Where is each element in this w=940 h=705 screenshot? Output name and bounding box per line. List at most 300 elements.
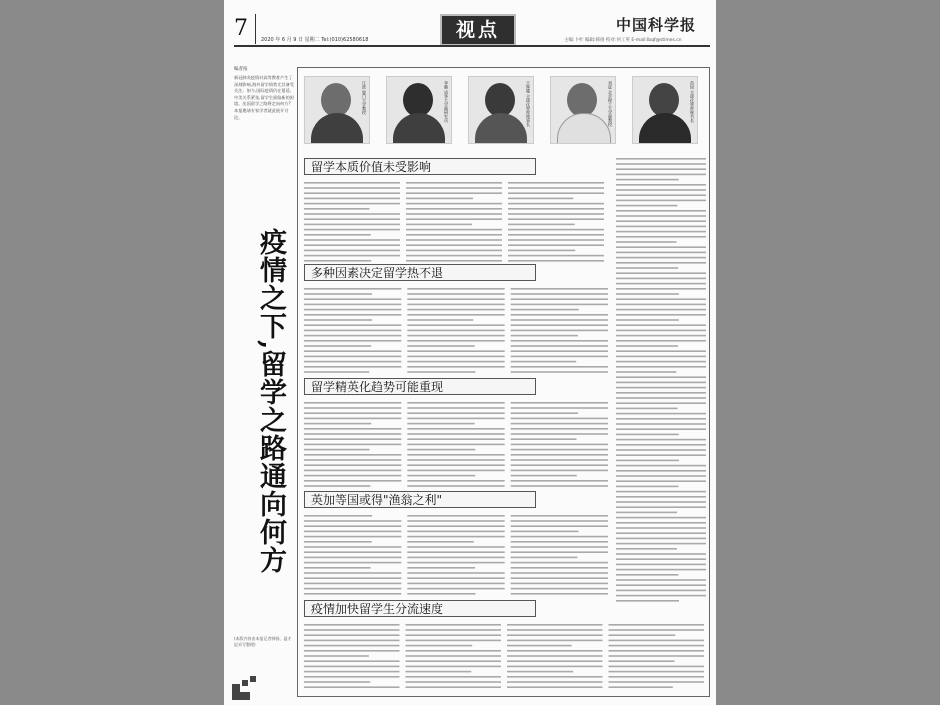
text-line: [407, 309, 504, 311]
text-line: [304, 366, 401, 368]
text-line: [511, 423, 608, 425]
text-line: [508, 234, 604, 236]
text-line: [616, 179, 679, 181]
text-line: [407, 557, 504, 559]
text-line: [511, 371, 608, 373]
text-line: [511, 366, 608, 368]
text-line: [407, 356, 504, 358]
text-line: [407, 423, 474, 425]
main-title: 疫情之下,留学之路通向何方: [255, 228, 286, 575]
text-line: [304, 293, 372, 295]
text-line: [406, 660, 502, 662]
text-line: [508, 187, 604, 189]
text-line: [609, 666, 705, 668]
text-line: [616, 543, 706, 545]
text-line: [616, 163, 706, 165]
text-line: [616, 345, 678, 347]
text-line: [616, 574, 678, 576]
text-line: [616, 558, 706, 560]
text-line: [616, 278, 706, 280]
text-line: [304, 464, 401, 466]
text-line: [609, 645, 705, 647]
text-line: [407, 583, 504, 585]
text-line: [304, 208, 369, 210]
text-line: [511, 588, 608, 590]
text-line: [304, 454, 401, 456]
section-header: 英加等国或得"渔翁之利": [304, 491, 536, 508]
text-line: [616, 579, 706, 581]
text-line: [304, 567, 371, 569]
text-line: [609, 676, 705, 678]
text-line: [616, 231, 706, 233]
text-line: [406, 182, 502, 184]
text-line: [407, 298, 504, 300]
text-line: [508, 203, 604, 205]
text-line: [616, 392, 706, 394]
text-line: [616, 496, 706, 498]
text-line: [304, 350, 401, 352]
text-line: [616, 475, 706, 477]
text-line: [304, 203, 400, 205]
text-line: [616, 335, 706, 337]
text-line: [304, 577, 401, 579]
text-line: [304, 520, 401, 522]
text-line: [507, 671, 573, 673]
text-line: [616, 501, 706, 503]
text-line: [507, 666, 603, 668]
text-line: [304, 423, 371, 425]
text-line: [507, 640, 603, 642]
text-line: [304, 224, 400, 226]
text-line: [407, 485, 504, 487]
text-line: [616, 298, 706, 300]
text-line: [511, 335, 578, 337]
editor-note: 新冠肺炎疫情对高等教育产生了深刻影响,海外留学情势尤其备受关注。如今,国际疫情仍在蔓延,中美关系紧张,留学生面临新的困境。出国留学之路将走向何方?本报邀请专家学者就此展开讨论。: [234, 75, 294, 120]
text-line: [407, 371, 475, 373]
text-line: [304, 335, 401, 337]
text-line: [511, 407, 608, 409]
masthead-logo: 中国科学报: [616, 16, 697, 34]
text-line: [407, 293, 504, 295]
text-line: [609, 655, 705, 657]
text-line: [304, 218, 400, 220]
text-line: [407, 459, 504, 461]
text-line: [616, 382, 706, 384]
text-line: [407, 350, 504, 352]
text-line: [304, 319, 372, 321]
text-line: [407, 531, 504, 533]
text-line: [616, 330, 706, 332]
text-line: [511, 464, 608, 466]
text-line: [304, 418, 401, 420]
text-line: [616, 538, 706, 540]
text-line: [511, 412, 578, 414]
text-line: [304, 229, 400, 231]
text-line: [304, 438, 401, 440]
text-line: [304, 244, 400, 246]
text-line: [616, 527, 706, 529]
text-line: [304, 288, 401, 290]
text-line: [304, 676, 400, 678]
text-line: [304, 572, 401, 574]
text-line: [609, 629, 705, 631]
text-line: [406, 655, 502, 657]
text-line: [511, 304, 608, 306]
text-line: [616, 309, 706, 311]
text-line: [406, 676, 502, 678]
text-line: [304, 239, 400, 241]
text-line: [609, 671, 705, 673]
text-line: [511, 418, 608, 420]
text-line: [616, 491, 706, 493]
text-line: [616, 402, 706, 404]
text-line: [304, 260, 371, 262]
text-line: [304, 525, 401, 527]
text-line: [406, 187, 502, 189]
text-line: [407, 464, 504, 466]
text-line: [511, 314, 608, 316]
text-line: [616, 532, 706, 534]
text-line: [406, 208, 502, 210]
text-line: [616, 522, 706, 524]
text-line: [616, 418, 706, 420]
text-line: [616, 236, 706, 238]
text-line: [511, 480, 608, 482]
text-line: [616, 283, 706, 285]
text-line: [511, 546, 608, 548]
text-line: [304, 485, 370, 487]
text-line: [304, 686, 400, 688]
text-line: [407, 444, 504, 446]
text-line: [304, 470, 401, 472]
text-line: [616, 272, 706, 274]
text-line: [304, 557, 401, 559]
text-line: [507, 634, 603, 636]
text-line: [407, 304, 504, 306]
text-line: [616, 252, 706, 254]
text-line: [304, 666, 400, 668]
editor-contact-line: 主编:卜叶 编辑:韩扬 校对:何工英 E-mail:lbqf@stimes.cn: [564, 38, 682, 43]
text-line: [511, 298, 608, 300]
text-line: [407, 562, 504, 564]
text-line: [616, 548, 677, 550]
text-line: [304, 650, 400, 652]
text-line: [609, 640, 705, 642]
text-line: [511, 551, 608, 553]
text-line: [407, 541, 473, 543]
text-line: [407, 536, 504, 538]
text-line: [304, 671, 400, 673]
text-line: [406, 686, 502, 688]
text-line: [407, 340, 504, 342]
text-line: [616, 324, 706, 326]
text-line: [407, 330, 504, 332]
text-line: [407, 546, 504, 548]
editor-note-label: 编者按: [234, 67, 248, 72]
text-line: [616, 200, 706, 202]
text-line: [304, 412, 401, 414]
text-line: [507, 676, 603, 678]
text-line: [616, 174, 706, 176]
text-line: [508, 260, 604, 262]
photo-caption: 苗绿 全球化智库秘书长: [690, 81, 695, 123]
text-line: [616, 506, 706, 508]
text-line: [304, 480, 401, 482]
text-line: [304, 459, 401, 461]
text-line: [407, 567, 475, 569]
body-text-texture: [224, 0, 716, 705]
text-line: [407, 572, 504, 574]
text-line: [304, 324, 401, 326]
text-line: [407, 475, 475, 477]
text-line: [511, 470, 608, 472]
text-line: [304, 546, 401, 548]
text-line: [304, 593, 401, 595]
text-line: [304, 634, 400, 636]
text-line: [616, 439, 706, 441]
text-line: [406, 213, 502, 215]
text-line: [616, 361, 706, 363]
text-line: [304, 629, 400, 631]
text-line: [616, 553, 706, 555]
section-header: 疫情加快留学生分流速度: [304, 600, 536, 617]
text-line: [304, 213, 400, 215]
text-line: [616, 423, 706, 425]
text-line: [616, 350, 706, 352]
text-line: [407, 418, 504, 420]
text-line: [406, 255, 502, 257]
text-line: [511, 454, 608, 456]
text-line: [616, 319, 679, 321]
text-line: [507, 655, 603, 657]
text-line: [616, 376, 706, 378]
text-line: [304, 361, 401, 363]
text-line: [304, 309, 401, 311]
text-line: [304, 444, 401, 446]
text-line: [304, 407, 401, 409]
text-line: [616, 257, 706, 259]
text-line: [407, 319, 473, 321]
text-line: [304, 255, 400, 257]
text-line: [508, 250, 575, 252]
text-line: [511, 309, 579, 311]
text-line: [304, 536, 401, 538]
text-line: [304, 645, 400, 647]
text-line: [511, 340, 608, 342]
text-line: [304, 250, 400, 252]
text-line: [304, 541, 372, 543]
text-line: [511, 350, 608, 352]
text-line: [406, 640, 502, 642]
text-line: [511, 444, 608, 446]
text-line: [304, 681, 370, 683]
text-line: [511, 288, 608, 290]
text-line: [507, 650, 603, 652]
text-line: [407, 454, 504, 456]
text-line: [511, 449, 608, 451]
text-line: [616, 246, 706, 248]
text-line: [616, 460, 679, 462]
text-line: [616, 454, 706, 456]
text-line: [304, 402, 401, 404]
text-line: [304, 356, 401, 358]
text-line: [609, 660, 675, 662]
section-header: 留学精英化趋势可能重现: [304, 378, 536, 395]
text-line: [511, 541, 608, 543]
photo-caption: 江波 厦门大学教授: [362, 81, 367, 115]
text-line: [616, 158, 706, 160]
text-line: [508, 198, 573, 200]
text-line: [616, 428, 706, 430]
text-line: [406, 671, 472, 673]
text-line: [511, 345, 608, 347]
text-line: [407, 324, 504, 326]
text-line: [407, 438, 504, 440]
text-line: [616, 517, 706, 519]
text-line: [406, 239, 502, 241]
text-line: [508, 229, 604, 231]
text-line: [616, 168, 706, 170]
text-line: [507, 686, 603, 688]
text-line: [511, 402, 608, 404]
text-line: [406, 260, 502, 262]
text-line: [406, 650, 502, 652]
text-line: [304, 330, 401, 332]
text-line: [616, 569, 706, 571]
text-line: [511, 583, 608, 585]
text-line: [508, 218, 604, 220]
text-line: [304, 475, 401, 477]
newspaper-page: [224, 0, 716, 705]
text-line: [616, 564, 706, 566]
text-line: [616, 480, 706, 482]
text-line: [304, 371, 369, 373]
text-line: [511, 475, 577, 477]
text-line: [304, 304, 401, 306]
section-header: 留学本质价值未受影响: [304, 158, 536, 175]
text-line: [616, 189, 706, 191]
text-line: [304, 298, 401, 300]
text-line: [508, 239, 604, 241]
text-line: [304, 234, 371, 236]
text-line: [304, 515, 372, 517]
text-line: [507, 681, 603, 683]
text-line: [406, 634, 502, 636]
text-line: [406, 624, 502, 626]
section-tag: 视点: [440, 14, 516, 46]
text-line: [304, 624, 400, 626]
text-line: [407, 470, 504, 472]
date-line: 2020 年 6 月 9 日 星期二 Tel:(010)62580618: [261, 37, 369, 43]
text-line: [406, 234, 502, 236]
text-line: [616, 413, 706, 415]
byline-note: (本版内容由本报记者韩扬、温才妃采写整理): [234, 636, 292, 647]
text-line: [511, 520, 608, 522]
text-line: [407, 577, 504, 579]
text-line: [407, 449, 475, 451]
text-line: [616, 304, 706, 306]
text-line: [407, 288, 504, 290]
text-line: [406, 203, 502, 205]
text-line: [508, 182, 604, 184]
text-line: [304, 655, 369, 657]
text-line: [616, 600, 679, 602]
text-line: [609, 650, 705, 652]
text-line: [508, 255, 604, 257]
text-line: [507, 645, 572, 647]
text-line: [616, 434, 679, 436]
text-line: [407, 520, 504, 522]
text-line: [511, 330, 608, 332]
text-line: [609, 686, 673, 688]
text-line: [406, 645, 473, 647]
text-line: [511, 428, 608, 430]
photo-caption: 王辉耀 全球化智库理事长: [526, 81, 531, 127]
text-line: [407, 335, 504, 337]
text-line: [304, 449, 370, 451]
text-line: [511, 485, 608, 487]
text-line: [609, 624, 705, 626]
text-line: [507, 660, 603, 662]
text-line: [616, 486, 678, 488]
text-line: [616, 465, 706, 467]
text-line: [616, 387, 706, 389]
text-line: [511, 567, 608, 569]
text-line: [616, 226, 706, 228]
text-line: [406, 250, 502, 252]
text-line: [508, 208, 604, 210]
text-line: [406, 218, 502, 220]
text-line: [511, 361, 577, 363]
text-line: [511, 593, 608, 595]
text-line: [406, 198, 473, 200]
text-line: [616, 584, 706, 586]
page-number: 7: [234, 16, 248, 41]
text-line: [304, 192, 400, 194]
text-line: [616, 293, 679, 295]
text-line: [304, 583, 401, 585]
text-line: [304, 531, 401, 533]
text-line: [407, 515, 504, 517]
text-line: [407, 345, 474, 347]
text-line: [407, 588, 504, 590]
text-line: [406, 629, 502, 631]
text-line: [616, 210, 706, 212]
photo-caption: 刘进 北京理工大学副教授: [608, 81, 613, 127]
text-line: [508, 213, 604, 215]
text-line: [304, 182, 400, 184]
text-line: [616, 470, 706, 472]
text-line: [511, 324, 608, 326]
text-line: [304, 562, 401, 564]
text-line: [616, 340, 706, 342]
text-line: [609, 681, 705, 683]
text-line: [304, 340, 401, 342]
text-line: [616, 288, 706, 290]
text-line: [508, 192, 604, 194]
text-line: [406, 666, 502, 668]
text-line: [616, 371, 676, 373]
text-line: [616, 444, 706, 446]
text-line: [616, 366, 706, 368]
text-line: [406, 681, 502, 683]
text-line: [508, 224, 575, 226]
text-line: [511, 572, 608, 574]
text-line: [616, 262, 706, 264]
text-line: [304, 345, 371, 347]
text-line: [511, 531, 579, 533]
text-line: [407, 314, 504, 316]
